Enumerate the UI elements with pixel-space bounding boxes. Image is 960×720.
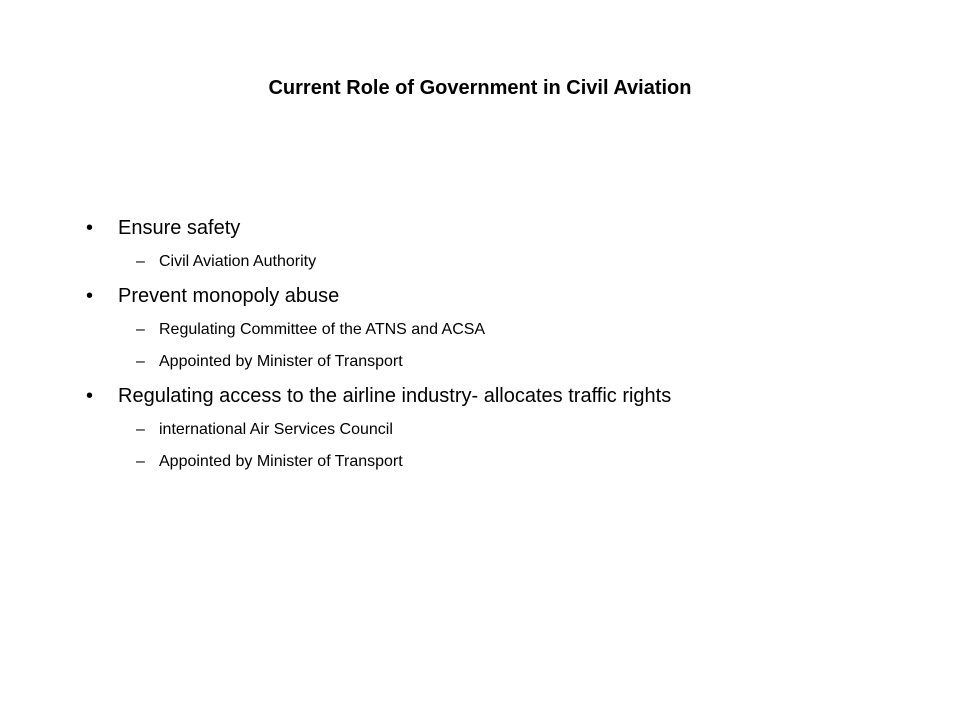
dash-icon: – <box>136 253 145 270</box>
sub-item-text: Appointed by Minister of Transport <box>159 353 403 370</box>
sub-item-text: international Air Services Council <box>159 421 393 438</box>
bullet-text: Prevent monopoly abuse <box>118 285 340 307</box>
sub-item <box>80 246 920 278</box>
sub-list <box>80 246 920 278</box>
sub-list <box>80 414 920 478</box>
bullet-item-ensure-safety <box>80 210 920 278</box>
sub-item <box>80 446 920 478</box>
bullet-item-regulating-access <box>80 378 920 478</box>
sub-item-text: Appointed by Minister of Transport <box>159 453 403 470</box>
dash-icon: – <box>136 421 145 438</box>
sub-item-text: Civil Aviation Authority <box>159 253 317 270</box>
bullet-text: Regulating access to the airline industry- allocates traffic rights <box>118 385 672 407</box>
bullet-icon: • <box>86 385 94 407</box>
sub-item <box>80 346 920 378</box>
sub-item <box>80 414 920 446</box>
dash-icon: – <box>136 321 145 338</box>
sub-list <box>80 314 920 378</box>
sub-item-text: Regulating Committee of the ATNS and ACSA <box>159 321 486 338</box>
bullet-list <box>80 210 920 478</box>
dash-icon: – <box>136 353 145 370</box>
sub-item <box>80 314 920 346</box>
dash-icon: – <box>136 453 145 470</box>
bullet-item-prevent-monopoly <box>80 278 920 378</box>
bullet-icon: • <box>86 217 94 239</box>
bullet-text: Ensure safety <box>118 217 241 239</box>
bullet-icon: • <box>86 285 94 307</box>
slide-title: Current Role of Government in Civil Aviation <box>268 77 692 99</box>
